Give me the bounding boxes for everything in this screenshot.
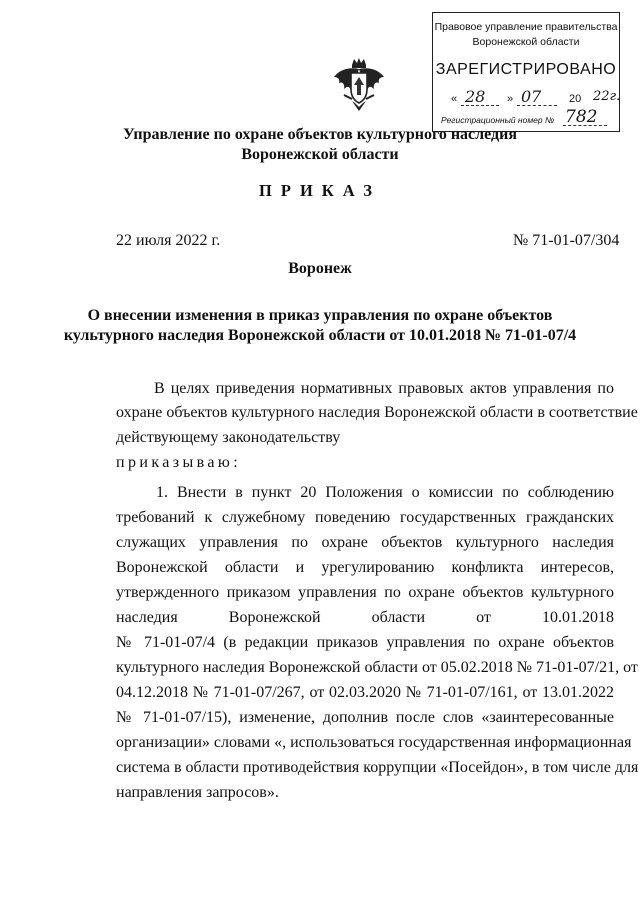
- stamp-org-line2: Воронежской области: [472, 36, 580, 48]
- document-number: № 71-01-07/304: [513, 232, 620, 249]
- orders-word: приказываю:: [116, 454, 242, 471]
- item-line: служащих управления по охране объектов культурного наследия: [116, 534, 614, 551]
- stamp-reg-number: 782: [565, 107, 598, 127]
- stamp-year-suffix: 22г.: [593, 89, 621, 104]
- item-line: 04.12.2018 № 71-01-07/267, от 02.03.2020 № 71-01-07/161, от 13.01.2022: [116, 684, 614, 701]
- item-line: № 71-01-07/15), изменение, дополнив после слов «заинтересованные: [116, 709, 614, 726]
- item-1-paragraph: [116, 480, 639, 805]
- preamble-paragraph: [116, 377, 638, 450]
- stamp-reg-number-label: Регистрационный номер №: [441, 115, 555, 125]
- item-line: наследия Воронежской области от 10.01.2018: [116, 609, 614, 626]
- document-type: ПРИКАЗ: [259, 181, 381, 200]
- document-city: Воронеж: [288, 260, 352, 277]
- stamp-month: 07: [521, 87, 542, 106]
- stamp-quote-open: «: [451, 93, 458, 105]
- item-line: № 71-01-07/4 (в редакции приказов управления по охране объектов: [116, 634, 614, 651]
- stamp-year-prefix: 20: [569, 93, 582, 105]
- voronezh-coat-of-arms-icon: [330, 55, 388, 113]
- org-name-line1: Управление по охране объектов культурного наследия: [123, 126, 517, 143]
- stamp-day: 28: [465, 87, 486, 106]
- document-date: 22 июля 2022 г.: [116, 232, 221, 249]
- document-title-line1: О внесении изменения в приказ управления по охране объектов: [87, 307, 553, 324]
- preamble-line: действующему законодательству: [116, 428, 341, 446]
- preamble-line: охране объектов культурного наследия Воронежской области в соответствие: [116, 404, 638, 422]
- stamp-org-line1: Правовое управление правительства: [434, 21, 618, 33]
- stamp-quote-close: »: [507, 93, 514, 105]
- item-line: Воронежской области и урегулированию конфликта интересов,: [116, 559, 614, 576]
- item-line: культурного наследия Воронежской области от 05.02.2018 № 71-01-07/21, от: [116, 659, 638, 676]
- item-line: система в области противодействия коррупции «Посейдон», в том числе для: [116, 759, 639, 776]
- item-line: утвержденного приказом управления по охране объектов культурного: [116, 584, 614, 601]
- item-line: 1. Внести в пункт 20 Положения о комиссии по соблюдению: [156, 484, 614, 501]
- stamp-registered: ЗАРЕГИСТРИРОВАНО: [435, 61, 617, 78]
- item-line: требований к служебному поведению государственных гражданских: [116, 509, 614, 526]
- preamble-line: В целях приведения нормативных правовых актов управления по: [154, 380, 614, 397]
- document-title-line2: культурного наследия Воронежской области от 10.01.2018 № 71-01-07/4: [63, 327, 577, 344]
- registration-stamp: [432, 12, 620, 132]
- item-line: организации» словами «, использоваться государственная информационная: [116, 734, 632, 751]
- org-name-line2: Воронежской области: [241, 146, 399, 163]
- item-line: направления запросов».: [116, 784, 279, 801]
